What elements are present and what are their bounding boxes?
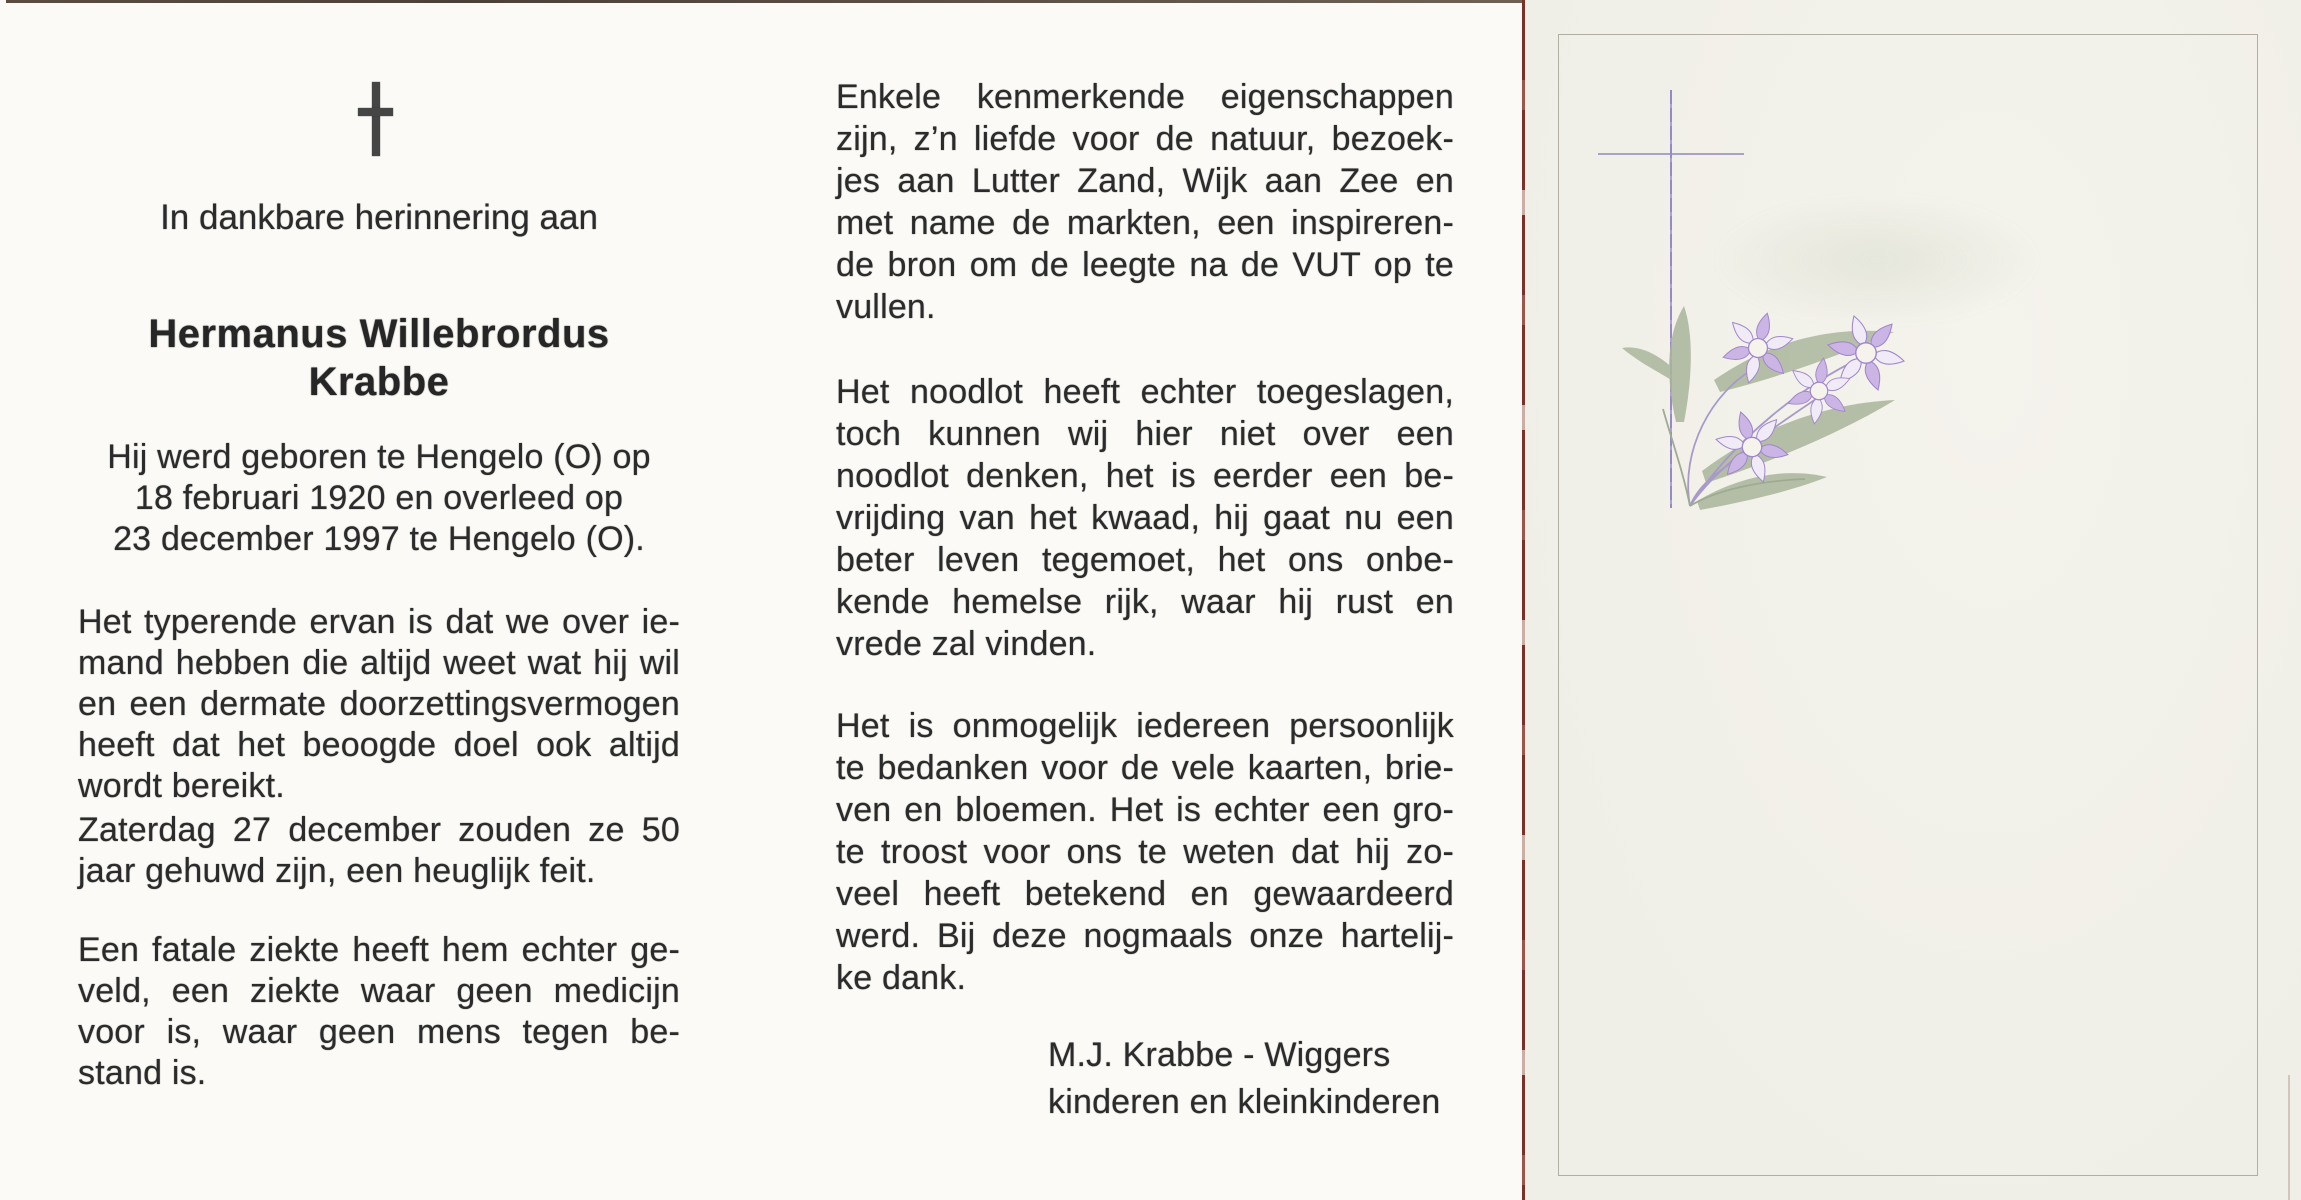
card-front [1522, 0, 2301, 1200]
paragraph-fate [836, 371, 1454, 665]
text-line: beter leven tegemoet, het ons onbe- [836, 541, 1454, 579]
paragraph-traits [836, 76, 1454, 328]
memorial-intro: In dankbare herinnering aan [160, 198, 598, 237]
text-line: de bron om de leegte na de VUT op te [836, 246, 1454, 284]
text-line: kinderen en kleinkinderen [1048, 1083, 1441, 1121]
text-line: toch kunnen wij hier niet over een [836, 415, 1454, 453]
paragraph-illness [78, 930, 680, 1094]
thin-cross-bar [1598, 153, 1744, 155]
paragraph-anniversary [78, 810, 680, 892]
text-line: M.J. Krabbe - Wiggers [1048, 1036, 1391, 1074]
card-fold-edge [1522, 0, 1525, 1200]
text-line: kende hemelse rijk, waar hij rust en [836, 583, 1454, 621]
signature-block [1048, 1032, 1454, 1126]
text-line: Enkele kenmerkende eigenschappen [836, 78, 1454, 116]
middle-page [836, 0, 1454, 1200]
text-line: Het is onmogelijk iedereen persoonlijk [836, 707, 1454, 745]
deceased-name: Hermanus Willebrordus Krabbe [148, 312, 610, 404]
memorial-cross-icon [358, 82, 393, 156]
text-line: jes aan Lutter Zand, Wijk aan Zee en [836, 162, 1454, 200]
text-line: veld, een ziekte waar geen medicijn [78, 972, 680, 1010]
paragraph-thanks [836, 705, 1454, 999]
text-line: Het typerende ervan is dat we over ie- [78, 603, 680, 641]
cross-horizontal-bar [358, 108, 393, 116]
text-line: vrede zal vinden. [836, 625, 1097, 663]
text-line: mand hebben die altijd weet wat hij wil [78, 644, 680, 682]
text-line: noodlot denken, het is eerder een be- [836, 457, 1454, 495]
text-line: zijn, z’n liefde voor de natuur, bezoek- [836, 120, 1454, 158]
text-line: voor is, waar geen mens tegen be- [78, 1013, 680, 1051]
birth-death-info [78, 437, 680, 560]
text-line: werd. Bij deze nogmaals onze hartelij- [836, 917, 1454, 955]
paragraph-character [78, 602, 680, 807]
text-line: vrijding van het kwaad, hij gaat nu een [836, 499, 1454, 537]
text-line: ke dank. [836, 959, 967, 997]
cross-vertical-bar [372, 82, 380, 156]
text-line: vullen. [836, 288, 936, 326]
text-line: en een dermate doorzettingsvermogen [78, 685, 680, 723]
text-line: heeft dat het beoogde doel ook altijd [78, 726, 680, 764]
text-line: Een fatale ziekte heeft hem echter ge- [78, 931, 680, 969]
text-line: Zaterdag 27 december zouden ze 50 [78, 811, 680, 849]
flower-bouquet-illustration [1562, 170, 1922, 530]
text-line: 23 december 1997 te Hengelo (O). [113, 520, 645, 558]
text-line: wordt bereikt. [78, 767, 285, 805]
text-line: met name de markten, een inspireren- [836, 204, 1454, 242]
text-line: te troost voor ons te weten dat hij zo- [836, 833, 1454, 871]
text-line: stand is. [78, 1054, 207, 1092]
text-line: Hij werd geboren te Hengelo (O) op [107, 438, 651, 476]
text-line: 18 februari 1920 en overleed op [134, 479, 624, 517]
left-page [78, 0, 680, 1200]
text-line: veel heeft betekend en gewaardeerd [836, 875, 1454, 913]
text-line: jaar gehuwd zijn, een heuglijk feit. [78, 852, 596, 890]
scan-right-edge [2288, 1075, 2290, 1200]
text-line: ven en bloemen. Het is echter een gro- [836, 791, 1454, 829]
text-line: te bedanken voor de vele kaarten, brie- [836, 749, 1454, 787]
text-line: Het noodlot heeft echter toegeslagen, [836, 373, 1454, 411]
